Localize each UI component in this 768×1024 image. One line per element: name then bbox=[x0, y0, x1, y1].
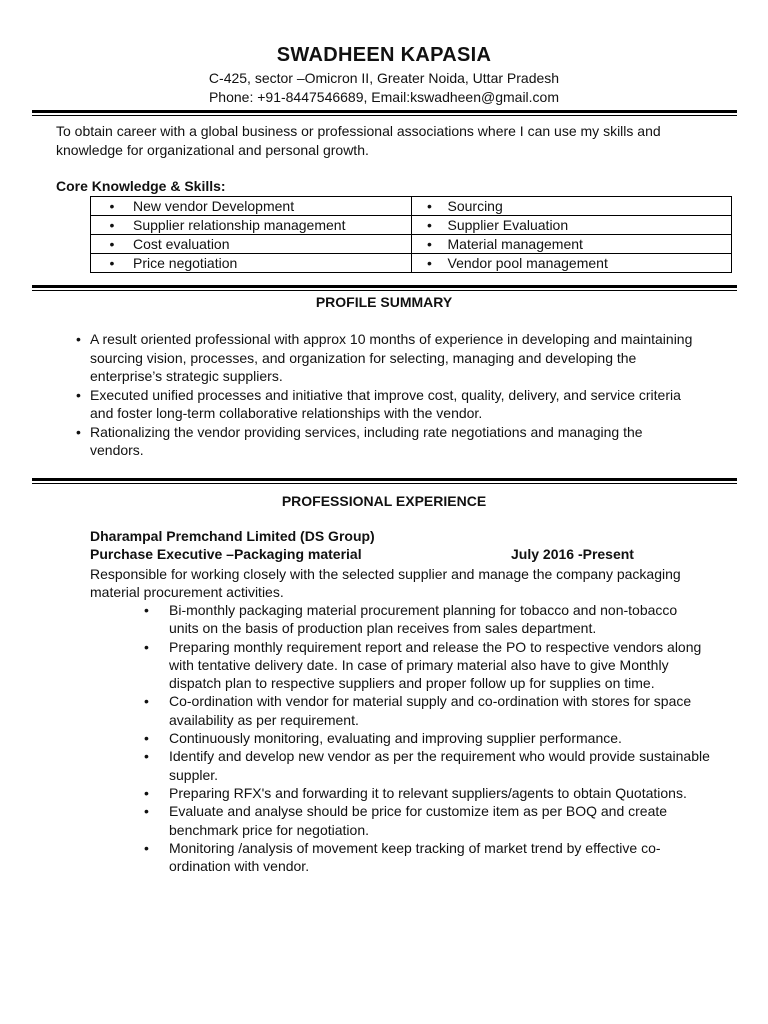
bullet-icon: • bbox=[427, 255, 432, 271]
list-item: • Continuously monitoring, evaluating and improving supplier performance. bbox=[144, 730, 622, 747]
bullet-icon: • bbox=[427, 236, 432, 252]
header-divider bbox=[32, 110, 737, 116]
list-item: • Monitoring /analysis of movement keep tracking of market trend by effective co-ordination with vendor. bbox=[144, 839, 661, 875]
skill-item: Material management bbox=[447, 236, 583, 252]
list-item: • Evaluate and analyse should be price for customize item as per BOQ and create benchmark price for negotiation. bbox=[144, 803, 668, 838]
job-dates: July 2016 -Present bbox=[511, 546, 634, 562]
bullet-icon: • bbox=[427, 217, 432, 233]
skill-item: Vendor pool management bbox=[447, 255, 608, 271]
bullet-icon: • bbox=[109, 198, 115, 214]
skills-row bbox=[91, 254, 732, 273]
skill-item: Price negotiation bbox=[133, 255, 238, 271]
experience-heading: PROFESSIONAL EXPERIENCE bbox=[281, 493, 487, 509]
address-line: C-425, sector –Omicron II, Greater Noida, Uttar Pradesh bbox=[208, 70, 560, 86]
bullet-icon: • bbox=[109, 236, 115, 252]
profile-summary-heading: PROFILE SUMMARY bbox=[315, 294, 453, 310]
bullet-icon: • bbox=[144, 730, 149, 747]
skill-item: Sourcing bbox=[447, 198, 503, 214]
summary-divider bbox=[32, 478, 737, 484]
list-item: • Preparing RFX's and forwarding it to relevant suppliers/agents to obtain Quotations. bbox=[144, 784, 687, 801]
list-item: • Executed unified processes and initiative that improve cost, quality, delivery, and service criteria and foster long-term collaborative relationships with the vendor. bbox=[76, 386, 681, 421]
bullet-icon: • bbox=[144, 784, 149, 801]
skill-item: Cost evaluation bbox=[133, 236, 230, 252]
skills-row bbox=[91, 235, 732, 254]
bullet-icon: • bbox=[144, 839, 149, 856]
company-name: Dharampal Premchand Limited (DS Group) bbox=[90, 528, 375, 544]
list-item: • Bi-monthly packaging material procurement planning for tobacco and non-tobacco units on the basis of production plan receives from sales department. bbox=[144, 602, 678, 637]
job-title: Purchase Executive –Packaging material bbox=[90, 546, 362, 562]
skill-item: Supplier Evaluation bbox=[447, 217, 569, 233]
skills-row bbox=[91, 197, 732, 216]
candidate-name: SWADHEEN KAPASIA bbox=[276, 44, 492, 66]
bullet-icon: • bbox=[144, 638, 149, 655]
contact-line: Phone: +91-8447546689, Email:kswadheen@gmail.com bbox=[208, 89, 560, 105]
bullet-icon: • bbox=[144, 602, 149, 618]
skills-row bbox=[91, 216, 732, 235]
objective-text: To obtain career with a global business or professional associations where I can use my skills and knowledge for organizational and personal growth. bbox=[56, 123, 661, 158]
profile-summary-list bbox=[76, 330, 696, 460]
bullet-icon: • bbox=[109, 217, 115, 233]
bullet-icon: • bbox=[144, 803, 149, 820]
list-item: • Identify and develop new vendor as per the requirement who would provide sustainable suppler. bbox=[144, 748, 710, 783]
list-item: • A result oriented professional with approx 10 months of experience in developing and maintaining sourcing vision, processes, and organization for selecting, managing and developing the enterprise’s strategic suppliers. bbox=[76, 331, 693, 384]
skill-item: Supplier relationship management bbox=[133, 217, 346, 233]
skills-heading: Core Knowledge & Skills: bbox=[56, 178, 226, 194]
bullet-icon: • bbox=[427, 198, 432, 214]
bullet-icon: • bbox=[144, 748, 149, 765]
list-item: • Rationalizing the vendor providing services, including rate negotiations and managing the vendors. bbox=[76, 423, 643, 458]
bullet-icon: • bbox=[109, 255, 115, 271]
skill-item: New vendor Development bbox=[133, 198, 295, 214]
bullet-icon: • bbox=[76, 331, 81, 347]
duties-list bbox=[140, 601, 710, 875]
skills-divider bbox=[32, 285, 737, 291]
bullet-icon: • bbox=[76, 386, 81, 403]
list-item: • Preparing monthly requirement report and release the PO to respective vendors along with tentative delivery date. In case of primary material also have to give Monthly dispatch plan to respective suppliers and proper follow up for supplies on time. bbox=[144, 638, 702, 692]
responsibility-text: Responsible for working closely with the selected supplier and manage the company packaging material procurement activities. bbox=[90, 566, 681, 600]
bullet-icon: • bbox=[144, 693, 149, 710]
list-item: • Co-ordination with vendor for material supply and co-ordination with stores for space availability as per requirement. bbox=[144, 693, 692, 728]
skills-table bbox=[90, 196, 732, 273]
bullet-icon: • bbox=[76, 423, 81, 440]
